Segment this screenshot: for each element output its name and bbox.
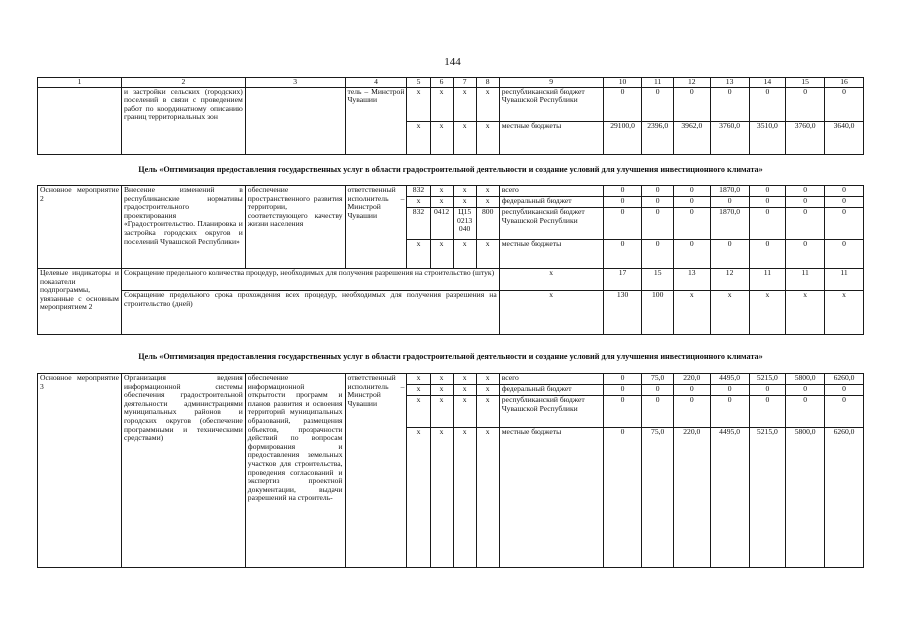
funding-source: федеральный бюджет xyxy=(499,385,603,396)
target-indicators-label: Целевые индикаторы и показатели подпрограммы, увязанные с основным мероприятием 2 xyxy=(38,269,122,335)
code-cell: Ц15 0213 040 xyxy=(453,208,476,240)
value-cell: x xyxy=(673,291,710,335)
code-cell: x xyxy=(453,396,476,428)
value-cell: 17 xyxy=(603,269,642,291)
code-cell: x xyxy=(453,428,476,568)
value-cell: x xyxy=(825,291,864,335)
code-cell: x xyxy=(476,396,499,428)
funding-source: всего xyxy=(499,186,603,197)
code-cell: x xyxy=(453,186,476,197)
value-cell: 6260,0 xyxy=(825,428,864,568)
value-cell: 0 xyxy=(786,240,825,269)
table-row xyxy=(38,374,864,385)
code-cell: x xyxy=(476,197,499,208)
value-cell: 0 xyxy=(786,87,825,121)
value-cell: 5800,0 xyxy=(786,374,825,385)
value-cell: 0 xyxy=(603,186,642,197)
code-cell: x xyxy=(407,240,430,269)
value-cell: 0 xyxy=(673,240,710,269)
funding-source: местные бюджеты xyxy=(499,428,603,568)
value-cell: 0 xyxy=(603,385,642,396)
code-cell: x xyxy=(453,121,476,154)
measure-goal: обеспечение пространственного развития территории, соответствующего качеству жизни населения xyxy=(245,186,345,269)
header-cell: 14 xyxy=(749,78,786,88)
funding-source: всего xyxy=(499,374,603,385)
header-cell: 5 xyxy=(407,78,430,88)
table-row xyxy=(38,186,864,197)
code-cell: x xyxy=(453,374,476,385)
value-cell: x xyxy=(786,291,825,335)
value-cell: 4495,0 xyxy=(710,374,749,385)
value-cell: 6260,0 xyxy=(825,374,864,385)
value-cell: 0 xyxy=(603,87,642,121)
funding-source: федеральный бюджет xyxy=(499,197,603,208)
code-cell: x xyxy=(476,385,499,396)
code-cell: 832 xyxy=(407,186,430,197)
code-cell: 800 xyxy=(476,208,499,240)
header-cell: 6 xyxy=(430,78,453,88)
value-cell: 0 xyxy=(710,197,749,208)
code-cell: x xyxy=(476,87,499,121)
value-cell: 0 xyxy=(673,186,710,197)
value-cell: 0 xyxy=(642,208,673,240)
executor: ответственный исполнитель – Минстрой Чувашии xyxy=(345,186,407,269)
program-table-part-2 xyxy=(37,185,864,335)
value-cell: 130 xyxy=(603,291,642,335)
value-cell: 0 xyxy=(603,240,642,269)
value-cell: 11 xyxy=(786,269,825,291)
value-cell: 12 xyxy=(710,269,749,291)
value-cell: x xyxy=(749,291,786,335)
page-number: 144 xyxy=(444,56,461,68)
value-cell: 0 xyxy=(749,385,786,396)
value-cell: 3962,0 xyxy=(673,121,710,154)
measure-name: Внесение изменений в республиканские нормативы градостроительного проектирования «Градостроительство. Планировка и застройка городских округов и поселений Чувашской Республики» xyxy=(121,186,245,269)
value-cell: 0 xyxy=(603,197,642,208)
header-cell: 4 xyxy=(345,78,407,88)
cell-empty xyxy=(245,87,345,154)
code-cell: x xyxy=(407,197,430,208)
value-cell: x xyxy=(499,269,603,291)
value-cell: 0 xyxy=(786,385,825,396)
table-row xyxy=(38,87,864,121)
value-cell: 220,0 xyxy=(673,374,710,385)
goal-heading: Цель «Оптимизация предоставления государственных услуг в области градостроительной деятельности и создание условий для улучшения инвестиционного климата» xyxy=(138,352,763,361)
value-cell: 0 xyxy=(603,428,642,568)
measure-name: Организация ведения информационной системы обеспечения градостроительной деятельности администрациями муниципальных районов и городских округов (обеспечение программными и техническими средствами) xyxy=(121,374,245,568)
value-cell: 0 xyxy=(749,240,786,269)
value-cell: 0 xyxy=(749,208,786,240)
code-cell: x xyxy=(453,385,476,396)
header-cell: 1 xyxy=(38,78,122,88)
code-cell: x xyxy=(453,87,476,121)
value-cell: 15 xyxy=(642,269,673,291)
code-cell: x xyxy=(430,374,453,385)
code-cell: x xyxy=(430,240,453,269)
cell-empty xyxy=(38,87,122,154)
value-cell: 0 xyxy=(710,385,749,396)
value-cell: 0 xyxy=(710,240,749,269)
funding-source: республиканский бюджет Чувашской Республики xyxy=(499,87,603,121)
header-cell: 16 xyxy=(825,78,864,88)
program-table-part-1 xyxy=(37,77,864,155)
value-cell: 0 xyxy=(673,208,710,240)
funding-source: республиканский бюджет Чувашской Республики xyxy=(499,396,603,428)
value-cell: 0 xyxy=(673,87,710,121)
value-cell: 0 xyxy=(642,396,673,428)
value-cell: 75,0 xyxy=(642,428,673,568)
code-cell: 832 xyxy=(407,208,430,240)
header-cell: 7 xyxy=(453,78,476,88)
header-cell: 9 xyxy=(499,78,603,88)
code-cell: x xyxy=(407,374,430,385)
value-cell: 5215,0 xyxy=(749,428,786,568)
value-cell: 11 xyxy=(825,269,864,291)
code-cell: x xyxy=(430,385,453,396)
value-cell: 0 xyxy=(673,396,710,428)
value-cell: 0 xyxy=(825,208,864,240)
measure-label: Основное мероприятие 3 xyxy=(38,374,122,568)
executor: ответственный исполнитель – Минстрой Чувашии xyxy=(345,374,407,568)
code-cell: x xyxy=(476,428,499,568)
value-cell: 0 xyxy=(642,186,673,197)
value-cell: 0 xyxy=(749,197,786,208)
value-cell: 220,0 xyxy=(673,428,710,568)
code-cell: x xyxy=(430,428,453,568)
code-cell: x xyxy=(430,186,453,197)
code-cell: x xyxy=(407,385,430,396)
value-cell: 0 xyxy=(749,87,786,121)
value-cell: 29100,0 xyxy=(603,121,642,154)
funding-source: местные бюджеты xyxy=(499,121,603,154)
value-cell: 0 xyxy=(749,186,786,197)
target-indicator: Сокращение предельного количества процедур, необходимых для получения разрешения на строительство (штук) xyxy=(121,269,499,291)
code-cell: x xyxy=(476,121,499,154)
value-cell: 0 xyxy=(603,374,642,385)
measure-name: и застройки сельских (городских) поселений в связи с проведением работ по координатному описанию границ территориальных зон xyxy=(121,87,245,154)
value-cell: 0 xyxy=(642,385,673,396)
code-cell: x xyxy=(407,87,430,121)
header-cell: 8 xyxy=(476,78,499,88)
value-cell: 3640,0 xyxy=(825,121,864,154)
value-cell: 3510,0 xyxy=(749,121,786,154)
value-cell: 0 xyxy=(673,197,710,208)
code-cell: x xyxy=(430,87,453,121)
header-cell: 10 xyxy=(603,78,642,88)
code-cell: x xyxy=(476,186,499,197)
value-cell: 0 xyxy=(786,208,825,240)
code-cell: x xyxy=(430,396,453,428)
code-cell: x xyxy=(430,121,453,154)
table-row xyxy=(38,269,864,291)
value-cell: 0 xyxy=(642,197,673,208)
code-cell: 0412 xyxy=(430,208,453,240)
value-cell: 0 xyxy=(825,186,864,197)
value-cell: 4495,0 xyxy=(710,428,749,568)
value-cell: 11 xyxy=(749,269,786,291)
value-cell: 0 xyxy=(710,87,749,121)
header-cell: 11 xyxy=(642,78,673,88)
target-indicator: Сокращение предельного срока прохождения всех процедур, необходимых для получения разрешения на строительство (дней) xyxy=(121,291,499,335)
program-table-part-3 xyxy=(37,373,864,568)
value-cell: 0 xyxy=(642,240,673,269)
value-cell: 0 xyxy=(749,396,786,428)
code-cell: x xyxy=(407,428,430,568)
value-cell: 0 xyxy=(710,396,749,428)
value-cell: 0 xyxy=(642,87,673,121)
value-cell: 3760,0 xyxy=(710,121,749,154)
value-cell: x xyxy=(710,291,749,335)
value-cell: 5800,0 xyxy=(786,428,825,568)
header-cell: 15 xyxy=(786,78,825,88)
table-row xyxy=(38,291,864,335)
value-cell: 2396,0 xyxy=(642,121,673,154)
value-cell: 0 xyxy=(603,396,642,428)
goal-heading: Цель «Оптимизация предоставления государственных услуг в области градостроительной деятельности и создание условий для улучшения инвестиционного климата» xyxy=(138,165,763,174)
value-cell: 1870,0 xyxy=(710,208,749,240)
value-cell: 0 xyxy=(786,186,825,197)
value-cell: 0 xyxy=(673,385,710,396)
value-cell: 0 xyxy=(825,197,864,208)
value-cell: 0 xyxy=(603,208,642,240)
header-cell: 2 xyxy=(121,78,245,88)
code-cell: x xyxy=(476,240,499,269)
code-cell: x xyxy=(476,374,499,385)
value-cell: 13 xyxy=(673,269,710,291)
value-cell: 100 xyxy=(642,291,673,335)
funding-source: республиканский бюджет Чувашской Республики xyxy=(499,208,603,240)
header-cell: 3 xyxy=(245,78,345,88)
value-cell: 0 xyxy=(786,197,825,208)
value-cell: x xyxy=(499,291,603,335)
value-cell: 0 xyxy=(825,87,864,121)
code-cell: x xyxy=(453,197,476,208)
value-cell: 1870,0 xyxy=(710,186,749,197)
code-cell: x xyxy=(430,197,453,208)
header-cell: 13 xyxy=(710,78,749,88)
code-cell: x xyxy=(453,240,476,269)
value-cell: 0 xyxy=(825,396,864,428)
value-cell: 75,0 xyxy=(642,374,673,385)
measure-label: Основное мероприятие 2 xyxy=(38,186,122,269)
measure-goal: обеспечение информационной открытости программ и планов развития и освоения территорий муниципальных образований, размещения объектов, прозрачности действий по вопросам формирования и предоставления земельных участков для строительства, проведения согласований и экспертиз проектной документации, выдачи разрешений на строитель- xyxy=(245,374,345,568)
value-cell: 0 xyxy=(825,240,864,269)
code-cell: x xyxy=(407,121,430,154)
header-row xyxy=(38,78,864,88)
value-cell: 5215,0 xyxy=(749,374,786,385)
code-cell: x xyxy=(407,396,430,428)
executor: тель – Минстрой Чувашии xyxy=(345,87,407,154)
value-cell: 0 xyxy=(825,385,864,396)
funding-source: местные бюджеты xyxy=(499,240,603,269)
header-cell: 12 xyxy=(673,78,710,88)
value-cell: 3760,0 xyxy=(786,121,825,154)
value-cell: 0 xyxy=(786,396,825,428)
